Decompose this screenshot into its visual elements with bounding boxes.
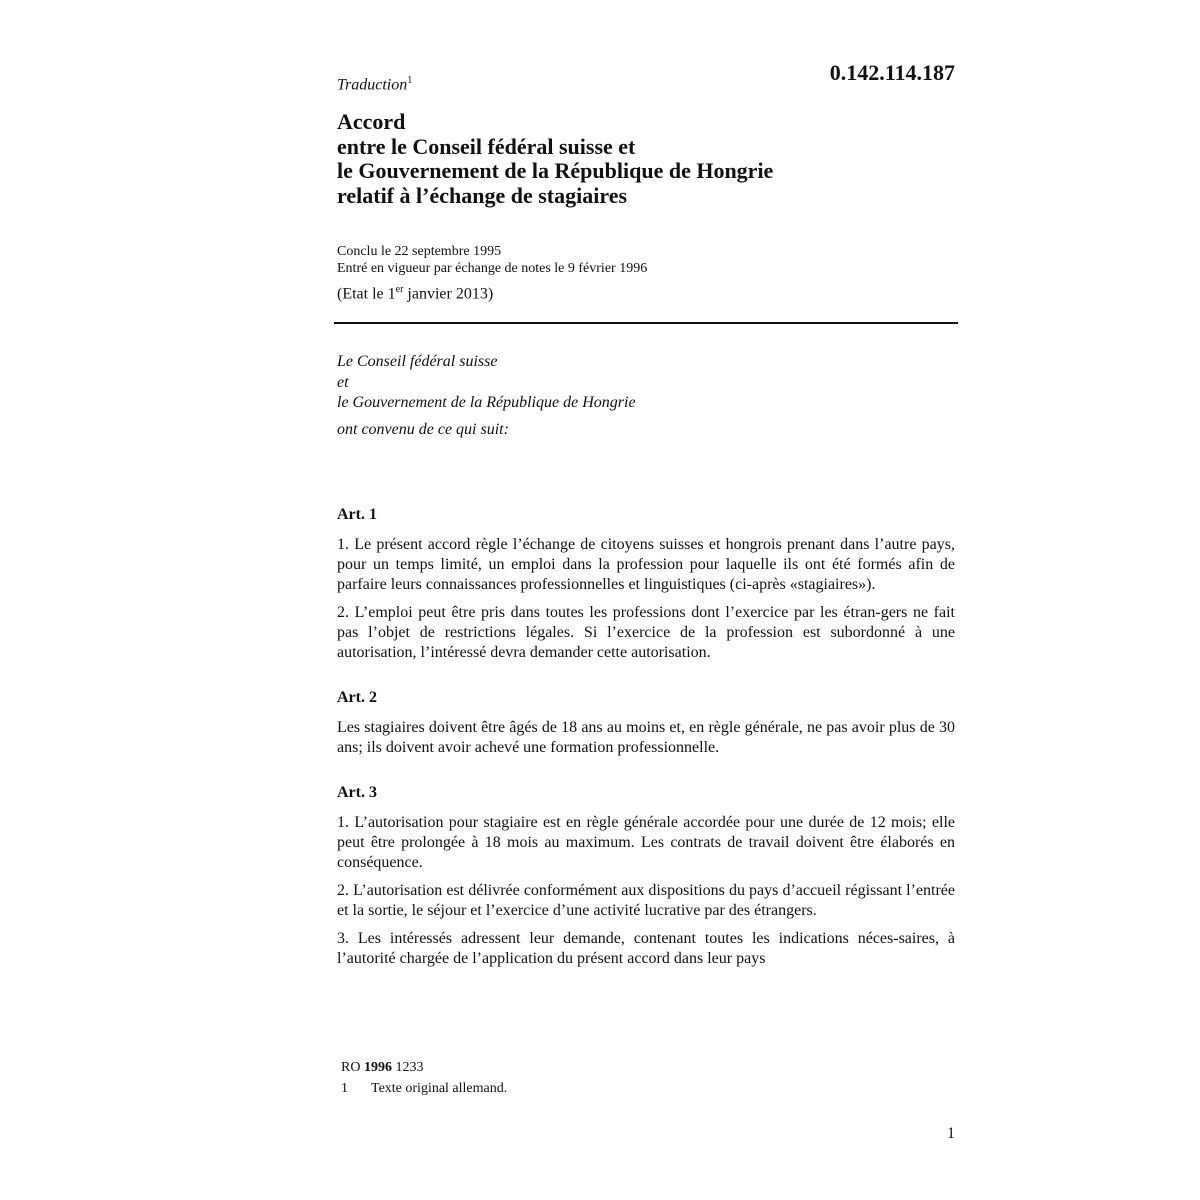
status-prefix: (Etat le 1 <box>337 285 396 303</box>
status-suffix: janvier 2013) <box>403 285 494 303</box>
preamble <box>337 352 636 440</box>
article-paragraph: 2. L’autorisation est délivrée conformément aux dispositions du pays d’accueil régissant l’entrée et la sortie, le séjour et l’exercice d’une activité lucrative par des étrangers. <box>337 882 955 919</box>
ro-page: 1233 <box>391 1060 424 1075</box>
ro-year: 1996 <box>363 1060 392 1075</box>
article-2 <box>337 688 955 758</box>
title-line: entre le Conseil fédéral suisse et <box>337 133 636 159</box>
preamble-line: ont convenu de ce qui suit: <box>337 420 509 438</box>
article-title: Art. 3 <box>337 784 377 801</box>
title-line: relatif à l’échange de stagiaires <box>337 182 628 208</box>
status-sup: er <box>395 284 404 295</box>
article-paragraph: 2. L’emploi peut être pris dans toutes les professions dont l’exercice par les étran-gers ne fait pas l’objet de restrictions légales. Si l’exercice de la profession est subordonné à une autorisation, l’intéressé devra demander cette autorisation. <box>337 604 955 661</box>
footnote-number: 1 <box>341 1081 348 1096</box>
document-meta <box>337 243 647 277</box>
translation-label <box>337 75 412 94</box>
article-paragraph: 3. Les intéressés adressent leur demande, contenant toutes les indications néces-saires, à l’autorité chargée de l’application du présent accord dans leur pays <box>337 930 955 967</box>
ro-prefix: RO <box>341 1060 364 1075</box>
article-paragraph: 1. L’autorisation pour stagiaire est en règle générale accordée pour une durée de 12 mois; elle peut être prolongée à 18 mois au maximum. Les contrats de travail doivent être élaborés en conséquence. <box>337 814 955 871</box>
article-1 <box>337 505 955 663</box>
article-paragraph: Les stagiaires doivent être âgés de 18 ans au moins et, en règle générale, ne pas avoir plus de 30 ans; ils doivent avoir achevé une formation professionnelle. <box>337 719 955 756</box>
article-title: Art. 1 <box>337 506 377 523</box>
entry-into-force: Entré en vigueur par échange de notes le 9 février 1996 <box>337 261 648 276</box>
article-3 <box>337 783 955 969</box>
preamble-line: Le Conseil fédéral suisse <box>337 353 498 370</box>
page-number: 1 <box>947 1125 955 1142</box>
preamble-line: le Gouvernement de la République de Hongrie <box>337 394 636 411</box>
document-title <box>337 110 957 208</box>
footnote-marker: 1 <box>407 75 413 86</box>
ro-reference <box>341 1060 423 1076</box>
footnote <box>341 1081 507 1097</box>
sr-number: 0.142.114.187 <box>829 60 955 85</box>
title-line: le Gouvernement de la République de Hongrie <box>337 158 774 183</box>
article-paragraph: 1. Le présent accord règle l’échange de citoyens suisses et hongrois prenant dans l’autre pays, pour un temps limité, un emploi dans la profession pour laquelle ils ont été formés afin de parfaire leurs connaissances professionnelles et linguistiques (ci-après «stagiaires»). <box>337 536 955 593</box>
title-line: Accord <box>337 109 406 134</box>
articles-body <box>337 505 955 977</box>
article-title: Art. 2 <box>337 689 377 706</box>
header-divider <box>334 322 958 324</box>
translation-text: Traduction <box>337 76 408 94</box>
concluded-date: Conclu le 22 septembre 1995 <box>337 244 502 259</box>
status-date <box>337 284 493 303</box>
preamble-line: et <box>337 373 349 391</box>
footnote-text: Texte original allemand. <box>371 1081 508 1096</box>
